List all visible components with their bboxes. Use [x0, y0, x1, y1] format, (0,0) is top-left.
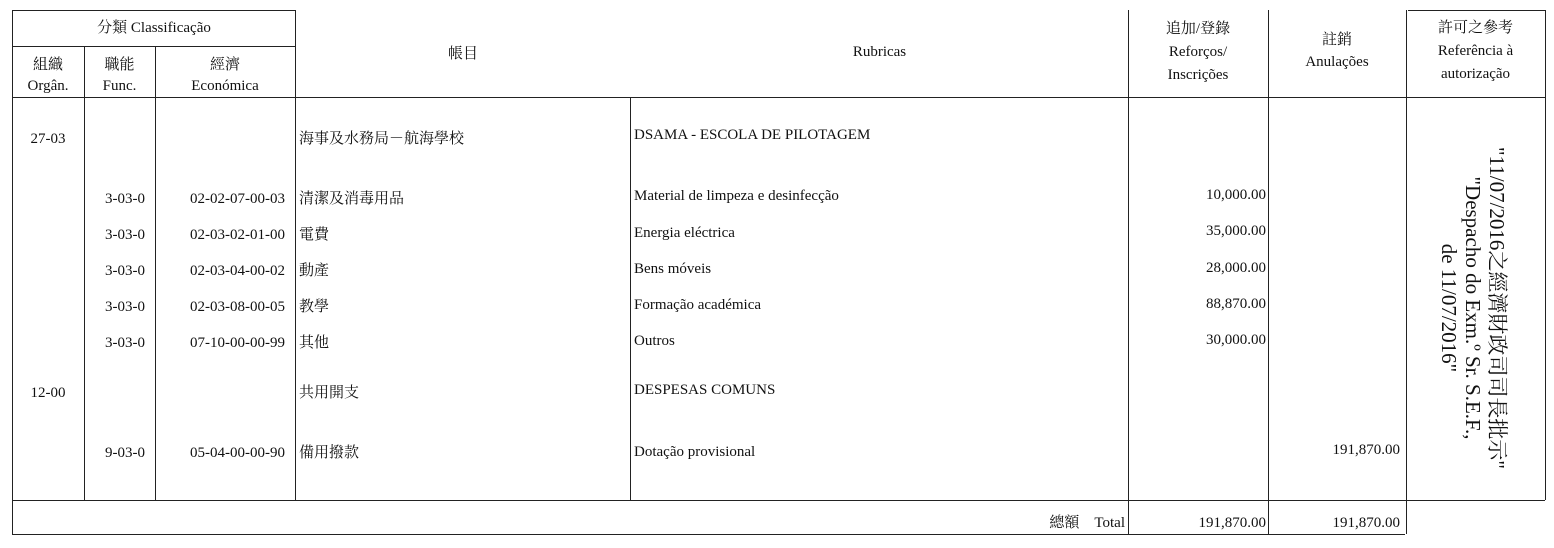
- row-pt-label: Dotação provisional: [634, 444, 756, 460]
- reinforcement-header-1: 追加/登錄: [1165, 21, 1231, 37]
- row-reinforcement: 10,000.00: [1206, 187, 1266, 203]
- account-header-pt: Rubricas: [852, 44, 907, 60]
- row-pt-label: DSAMA - ESCOLA DE PILOTAGEM: [634, 127, 871, 143]
- row-organ: 27-03: [30, 131, 66, 147]
- row-econ: 07-10-00-00-99: [190, 335, 285, 351]
- row-annulment: 191,870.00: [1332, 442, 1400, 458]
- classification-header: 分類 Classificação: [97, 20, 211, 36]
- row-zh-label: 教學: [299, 299, 330, 315]
- row-econ: 02-02-07-00-03: [190, 191, 285, 207]
- reinforcement-header-3: Inscrições: [1167, 67, 1229, 83]
- header-bottom-border: [12, 97, 1545, 98]
- table-right-border: [1545, 10, 1546, 500]
- total-label: 總額 Total: [1049, 515, 1125, 531]
- annulment-header-pt: Anulações: [1305, 54, 1369, 70]
- row-zh-label: 清潔及消毒用品: [299, 191, 405, 207]
- col-divider-annulment: [1406, 10, 1407, 534]
- authorization-header-2: Referência à: [1437, 43, 1514, 59]
- table-top-border-right: [1408, 10, 1545, 11]
- row-reinforcement: 88,870.00: [1206, 296, 1266, 312]
- row-pt-label: Energia eléctrica: [634, 225, 735, 241]
- row-pt-label: Bens móveis: [634, 261, 712, 277]
- row-zh-label: 備用撥款: [299, 445, 360, 461]
- authorization-note-line-2: "Despacho do Exm.º Sr. S.E.F.,: [1461, 176, 1485, 440]
- row-zh-label: 其他: [299, 335, 330, 351]
- row-organ: 12-00: [30, 385, 66, 401]
- row-econ: 02-03-02-01-00: [190, 227, 285, 243]
- func-header-zh: 職能: [104, 57, 135, 73]
- body-bottom-border: [12, 500, 1545, 501]
- organ-header-zh: 組織: [32, 57, 63, 73]
- row-pt-label: Material de limpeza e desinfecção: [634, 188, 839, 204]
- row-func: 9-03-0: [105, 445, 145, 461]
- authorization-note-line-3: de 11/07/2016": [1437, 243, 1461, 373]
- account-header-zh: 帳目: [447, 46, 478, 62]
- total-annulment: 191,870.00: [1332, 515, 1400, 531]
- authorization-note-line-1: "11/07/2016之經濟財政司司長批示": [1485, 146, 1509, 470]
- annulment-header-zh: 註銷: [1321, 32, 1352, 48]
- row-func: 3-03-0: [105, 191, 145, 207]
- table-bottom-border: [12, 534, 1405, 535]
- row-pt-label: Outros: [634, 333, 675, 349]
- classification-underline: [12, 46, 296, 47]
- row-reinforcement: 35,000.00: [1206, 223, 1266, 239]
- row-reinforcement: 30,000.00: [1206, 332, 1266, 348]
- econ-header-zh: 經濟: [209, 57, 240, 73]
- row-pt-label: Formação académica: [634, 297, 762, 313]
- row-zh-label: 共用開支: [299, 385, 360, 401]
- total-reinforcement: 191,870.00: [1198, 515, 1266, 531]
- row-econ: 02-03-04-00-02: [190, 263, 285, 279]
- col-divider-econ: [295, 10, 296, 500]
- row-econ: 05-04-00-00-90: [190, 445, 285, 461]
- authorization-note: [1438, 120, 1508, 500]
- row-pt-label: DESPESAS COMUNS: [634, 382, 776, 398]
- authorization-header-3: autorização: [1440, 66, 1511, 82]
- row-func: 3-03-0: [105, 299, 145, 315]
- col-divider-zh: [630, 97, 631, 500]
- row-func: 3-03-0: [105, 335, 145, 351]
- econ-header-pt: Económica: [191, 78, 259, 94]
- authorization-header-1: 許可之參考: [1437, 20, 1513, 36]
- row-econ: 02-03-08-00-05: [190, 299, 285, 315]
- func-header-pt: Func.: [102, 78, 137, 94]
- row-zh-label: 動產: [299, 263, 330, 279]
- reinforcement-header-2: Reforços/: [1168, 44, 1228, 60]
- row-func: 3-03-0: [105, 263, 145, 279]
- row-zh-label: 電費: [299, 227, 330, 243]
- row-reinforcement: 28,000.00: [1206, 260, 1266, 276]
- row-zh-label: 海事及水務局－航海學校: [299, 131, 465, 147]
- row-func: 3-03-0: [105, 227, 145, 243]
- organ-header-pt: Orgân.: [27, 78, 69, 94]
- table-top-border: [12, 10, 296, 11]
